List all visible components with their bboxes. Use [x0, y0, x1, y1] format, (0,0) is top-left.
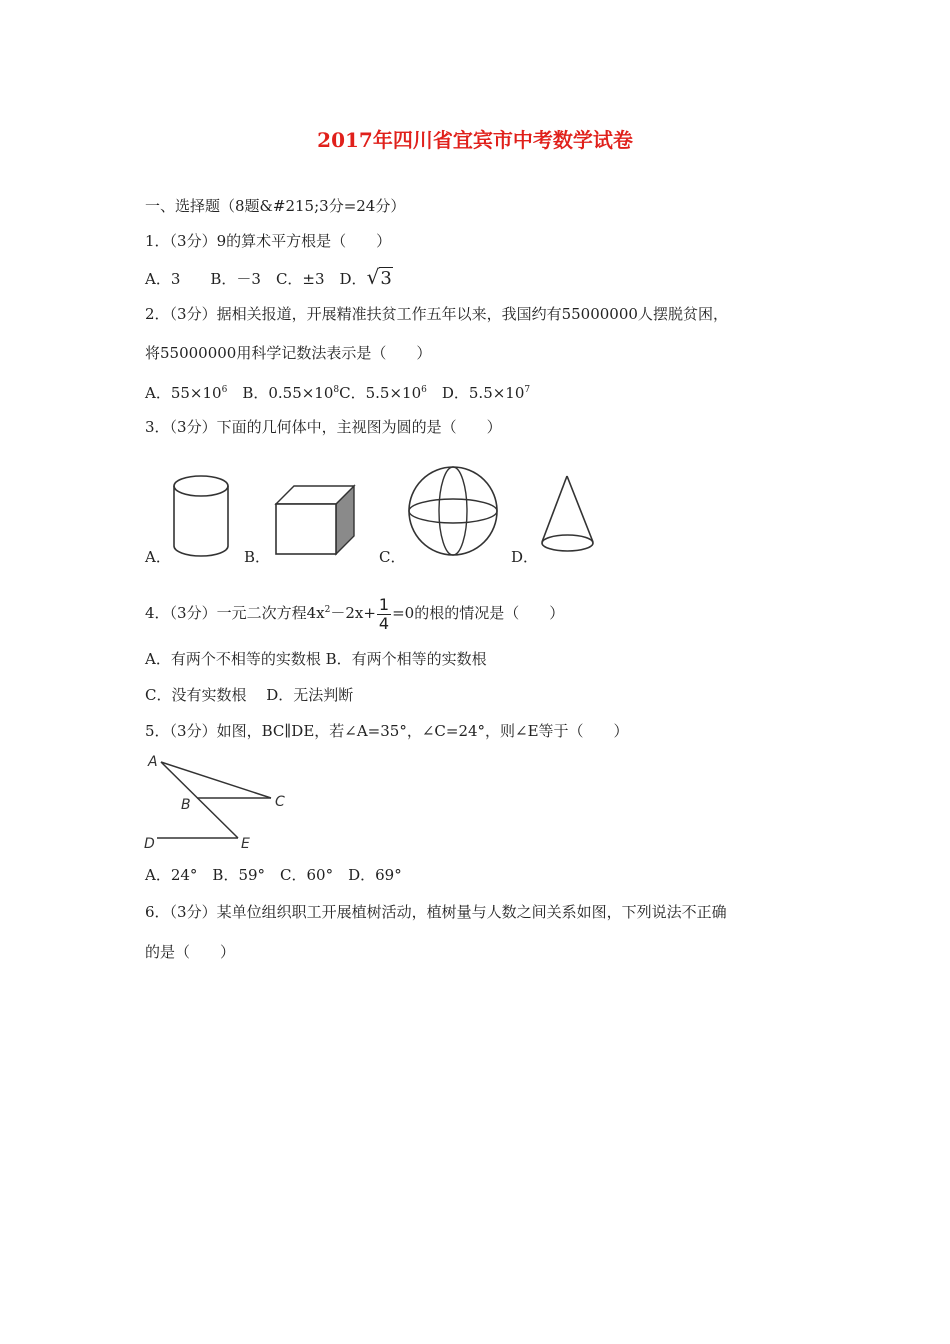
question-4-stem: [145, 588, 564, 635]
question-5-stem: 5．（3分）如图，BC∥DE，若∠A=35°，∠C=24°，则∠E等于（ ）: [145, 722, 629, 740]
option-b: B．0.55×10: [227, 384, 334, 402]
fraction: [377, 596, 391, 633]
question-3-stem: 3．（3分）下面的几何体中，主视图为圆的是（ ）: [145, 418, 502, 436]
point-label-b: B: [181, 797, 191, 813]
sqrt-radicand: 3: [380, 268, 392, 289]
cylinder-figure: [172, 474, 232, 558]
question-4-options-ab: A．有两个不相等的实数根 B．有两个相等的实数根: [145, 650, 487, 668]
figure-label-a: A．: [145, 548, 171, 566]
page-title: 2017年四川省宜宾市中考数学试卷: [317, 128, 633, 152]
question-4-stem-pre: 4．（3分）一元二次方程4x: [145, 604, 325, 622]
question-6-line-2: 的是（ ）: [145, 943, 236, 961]
question-2-options: [145, 380, 530, 403]
sphere-figure: [407, 465, 501, 559]
option-d-exponent: 7: [524, 385, 531, 395]
cone-figure: [538, 474, 598, 558]
question-4-stem-post: =0的根的情况是（ ）: [392, 604, 565, 622]
option-c-exponent: 6: [421, 385, 427, 395]
point-label-a: A: [148, 754, 158, 770]
parallel-lines-figure: [143, 752, 293, 852]
question-1-options-text: A．3 B．－3 C．±3 D．: [145, 270, 367, 288]
point-label-c: C: [275, 794, 285, 810]
option-a-exponent: 6: [221, 385, 228, 395]
option-a: A．55×10: [145, 384, 222, 402]
fraction-numerator: 1: [378, 594, 390, 614]
option-c: C．5.5×10: [339, 384, 422, 402]
question-2-line-1: 2．（3分）据相关报道，开展精准扶贫工作五年以来，我国约有55000000人摆脱贫困，: [145, 305, 728, 323]
question-4-stem-mid: －2x+: [330, 604, 376, 622]
point-label-d: D: [144, 836, 155, 852]
cube-figure: [272, 482, 358, 558]
question-5-options: A．24° B．59° C．60° D．69°: [145, 866, 402, 884]
section-heading: 一、选择题（8题&#215;3分=24分）: [145, 197, 406, 215]
question-4-options-cd: C．没有实数根 D．无法判断: [145, 686, 354, 704]
question-1-options: [145, 267, 393, 289]
option-b-exponent: 8: [333, 385, 340, 395]
figure-label-d: D．: [511, 548, 539, 566]
sqrt-symbol: √: [366, 265, 380, 289]
figure-label-c: C．: [379, 548, 406, 566]
point-label-e: E: [241, 836, 250, 852]
question-6-line-1: 6．（3分）某单位组织职工开展植树活动，植树量与人数之间关系如图，下列说法不正确: [145, 903, 727, 921]
question-1-stem: 1．（3分）9的算术平方根是（ ）: [145, 232, 392, 250]
option-d: D．5.5×10: [426, 384, 525, 402]
question-2-line-2: 将55000000用科学记数法表示是（ ）: [145, 344, 432, 362]
question-4-exponent: 2: [324, 605, 331, 615]
figure-label-b: B．: [244, 548, 271, 566]
fraction-denominator: 4: [378, 613, 390, 633]
